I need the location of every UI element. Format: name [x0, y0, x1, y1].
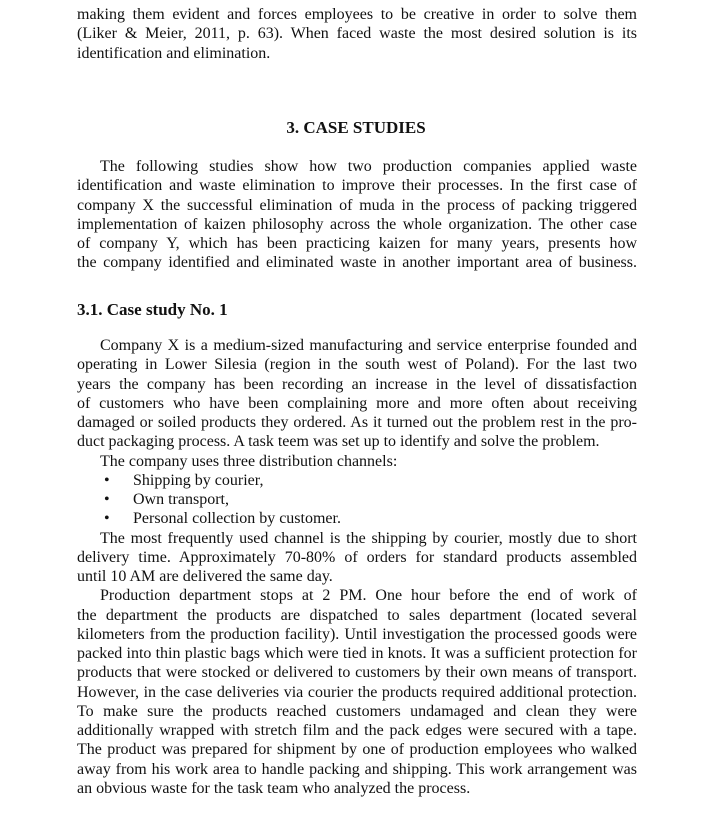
line-text: To make sure the products reached customers undamaged and clean they were [77, 702, 637, 720]
line-text: of company Y, which has been practicing kaizen for many years, presents how [77, 235, 637, 252]
line-text: However, in the case deliveries via courier the products required additional protection. [77, 683, 637, 701]
bullet-icon: • [104, 471, 110, 489]
line-text: an obvious waste for the task team who analyzed the process. [77, 779, 471, 797]
line-text: duct packaging process. A task teem was set up to identify and solve the problem. [77, 433, 600, 451]
bullet-icon: • [104, 510, 110, 528]
line-text: Production department stops at 2 PM. One hour before the end of work of [100, 587, 637, 605]
text-line [77, 606, 637, 625]
text-line [77, 644, 637, 663]
bullet-item [77, 490, 637, 509]
line-text: (Liker & Meier, 2011, p. 63). When faced waste the most desired solution is its [77, 25, 637, 43]
text-line [77, 5, 637, 24]
text-line [77, 663, 637, 682]
text-line [77, 432, 637, 451]
bullet-item [77, 509, 637, 528]
line-text: the department the products are dispatched to sales department (located several [77, 606, 637, 624]
text-line [77, 394, 637, 413]
text-line [77, 355, 637, 374]
text-line [77, 196, 637, 215]
line-text: Shipping by courier, [133, 471, 264, 489]
text-line [77, 683, 637, 702]
line-text: years the company has been recording an increase in the level of dissatisfaction [77, 375, 637, 393]
text-line [77, 44, 637, 63]
line-text: products that were stocked or delivered to customers by their own means of transport. [77, 664, 637, 682]
text-line [77, 779, 637, 798]
line-text: company X the successful elimination of muda in the process of packing triggered [77, 196, 637, 214]
text-line [77, 336, 637, 355]
text-line [77, 234, 637, 253]
text-line [77, 253, 637, 272]
line-text: until 10 AM are delivered the same day. [77, 568, 333, 585]
line-text: The most frequently used channel is the shipping by courier, mostly due to short [100, 529, 637, 547]
section-heading: 3. CASE STUDIES [286, 118, 426, 137]
line-text: identification and waste elimination to improve their processes. In the first case of [77, 177, 637, 195]
text-line [77, 586, 637, 605]
line-text: away from his work area to handle packing and shipping. This work arrangement was [77, 760, 637, 778]
text-line [77, 215, 637, 234]
subsection-heading: 3.1. Case study No. 1 [77, 300, 228, 319]
text-line [77, 452, 637, 471]
text-line [77, 176, 637, 195]
text-line [77, 567, 637, 586]
text-line [77, 702, 637, 721]
line-text: Personal collection by customer. [133, 510, 341, 528]
line-text: kilometers from the production facility). Until investigation the processed goods were [77, 625, 637, 643]
line-text: damaged or soiled products they ordered. As it turned out the problem rest in the pro- [77, 414, 637, 431]
line-text: additionally wrapped with stretch film and the pack edges were secured with a tape. [77, 722, 637, 739]
line-text: Company X is a medium-sized manufacturing and service enterprise founded and [100, 337, 637, 354]
line-text: the company identified and eliminated waste in another important area of business. [77, 254, 637, 272]
text-line [77, 157, 637, 176]
text-line [77, 721, 637, 740]
line-text: making them evident and forces employees to be creative in order to solve them [77, 6, 637, 23]
line-text: The following studies show how two production companies applied waste [100, 158, 637, 175]
text-line [77, 413, 637, 432]
line-text: delivery time. Approximately 70-80% of orders for standard products assembled [77, 548, 637, 566]
text-line [77, 529, 637, 548]
line-text: of customers who have been complaining more and more often about receiving [77, 394, 637, 412]
text-line [77, 548, 637, 567]
bullet-item [77, 471, 637, 490]
text-line [77, 375, 637, 394]
case-body [77, 336, 637, 798]
line-text: The product was prepared for shipment by one of production employees who walked [77, 741, 637, 759]
bullet-icon: • [104, 491, 110, 508]
text-line [77, 760, 637, 779]
text-line [77, 740, 637, 759]
line-text: packed into thin plastic bags which were tied in knots. It was a sufficient protection for [77, 645, 637, 662]
text-line [77, 625, 637, 644]
line-text: implementation of kaizen philosophy across the whole organization. The other case [77, 215, 637, 233]
line-text: operating in Lower Silesia (region in the south west of Poland). For the last two [77, 356, 637, 374]
text-line [77, 24, 637, 43]
intro-paragraph [77, 5, 637, 63]
line-text: Own transport, [133, 491, 229, 508]
line-text: The company uses three distribution channels: [100, 452, 398, 470]
line-text: identification and elimination. [77, 44, 271, 62]
section-paragraph [77, 157, 637, 273]
